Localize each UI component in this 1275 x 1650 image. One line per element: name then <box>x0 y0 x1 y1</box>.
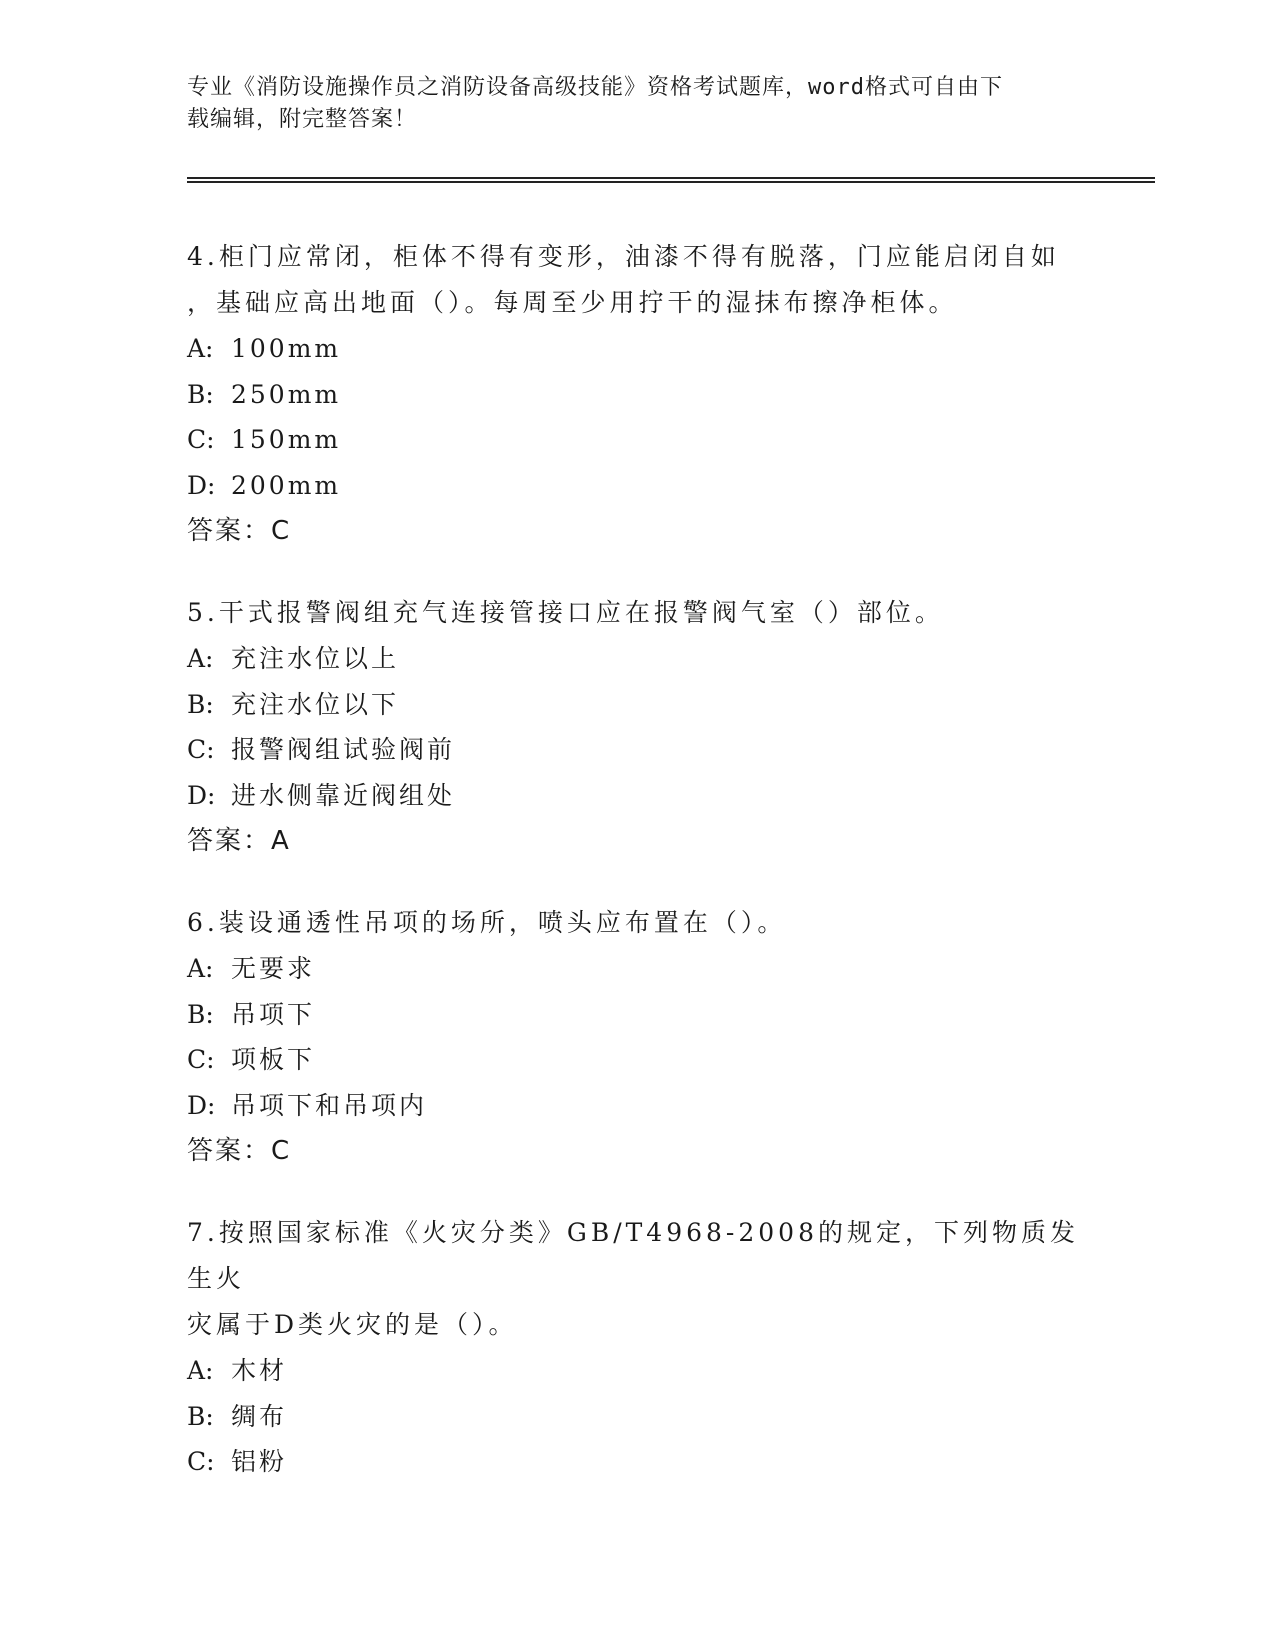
option-text: 吊项下 <box>231 999 316 1029</box>
option-letter: D: <box>187 780 216 810</box>
option-letter: A: <box>187 334 214 363</box>
option-b <box>187 372 1107 418</box>
option-text: 铝粉 <box>231 1447 288 1476</box>
option-text: 100mm <box>231 334 342 363</box>
question-stem-line: 6.装设通透性吊项的场所，喷头应布置在（）。 <box>187 908 787 937</box>
question-stem-line: 4.柜门应常闭，柜体不得有变形，油漆不得有脱落，门应能启闭自如 <box>187 242 1060 271</box>
question-6 <box>187 900 1107 1174</box>
option-letter: B: <box>187 999 214 1029</box>
option-a <box>187 636 1107 682</box>
option-text: 无要求 <box>231 954 316 983</box>
option-d <box>187 773 1107 819</box>
option-text: 150mm <box>231 425 342 454</box>
option-letter: D: <box>187 470 216 500</box>
option-b <box>187 682 1107 728</box>
answer-line: 答案：C <box>187 516 292 546</box>
option-c <box>187 417 1107 463</box>
question-stem-line: 5.干式报警阀组充气连接管接口应在报警阀气室（）部位。 <box>187 598 944 627</box>
option-text: 报警阀组试验阀前 <box>231 735 456 764</box>
question-7 <box>187 1210 1107 1485</box>
option-b <box>187 1394 1107 1440</box>
option-d <box>187 1083 1107 1129</box>
answer-line: 答案：C <box>187 1136 292 1166</box>
question-stem-line: ，基础应高出地面（）。每周至少用拧干的湿抹布擦净柜体。 <box>187 288 958 317</box>
option-letter: C: <box>187 1447 215 1476</box>
question-stem-line: 7.按照国家标准《火灾分类》GB/T4968-2008的规定，下列物质发生火 <box>187 1218 1079 1293</box>
option-letter: B: <box>187 379 214 409</box>
option-letter: A: <box>187 644 214 673</box>
option-a <box>187 326 1107 372</box>
option-c <box>187 1037 1107 1083</box>
document-header <box>187 72 1087 136</box>
option-text: 进水侧靠近阀组处 <box>231 780 456 810</box>
option-letter: D: <box>187 1090 216 1120</box>
option-text: 绸布 <box>231 1401 288 1431</box>
option-text: 200mm <box>231 470 342 500</box>
option-c <box>187 727 1107 773</box>
question-4 <box>187 234 1107 554</box>
option-text: 吊项下和吊项内 <box>231 1090 428 1120</box>
option-letter: C: <box>187 425 215 454</box>
option-letter: C: <box>187 1045 215 1074</box>
option-a <box>187 1348 1107 1394</box>
option-letter: B: <box>187 689 214 719</box>
option-a <box>187 946 1107 992</box>
option-text: 木材 <box>231 1356 288 1385</box>
header-divider <box>187 177 1155 183</box>
option-text: 充注水位以上 <box>231 644 400 673</box>
question-stem-line: 灾属于D类火灾的是（）。 <box>187 1310 518 1339</box>
option-c <box>187 1439 1107 1485</box>
option-letter: A: <box>187 954 214 983</box>
option-letter: A: <box>187 1356 214 1385</box>
option-text: 250mm <box>231 379 342 409</box>
question-5 <box>187 590 1107 864</box>
option-letter: B: <box>187 1401 214 1431</box>
option-text: 项板下 <box>231 1045 316 1074</box>
header-line-1: 专业《消防设施操作员之消防设备高级技能》资格考试题库，word格式可自由下 <box>187 75 1003 100</box>
option-text: 充注水位以下 <box>231 689 400 719</box>
option-letter: C: <box>187 735 215 764</box>
option-b <box>187 992 1107 1038</box>
option-d <box>187 463 1107 509</box>
answer-line: 答案：A <box>187 826 291 856</box>
question-list <box>187 234 1107 1521</box>
header-line-2: 载编辑，附完整答案！ <box>187 107 418 132</box>
